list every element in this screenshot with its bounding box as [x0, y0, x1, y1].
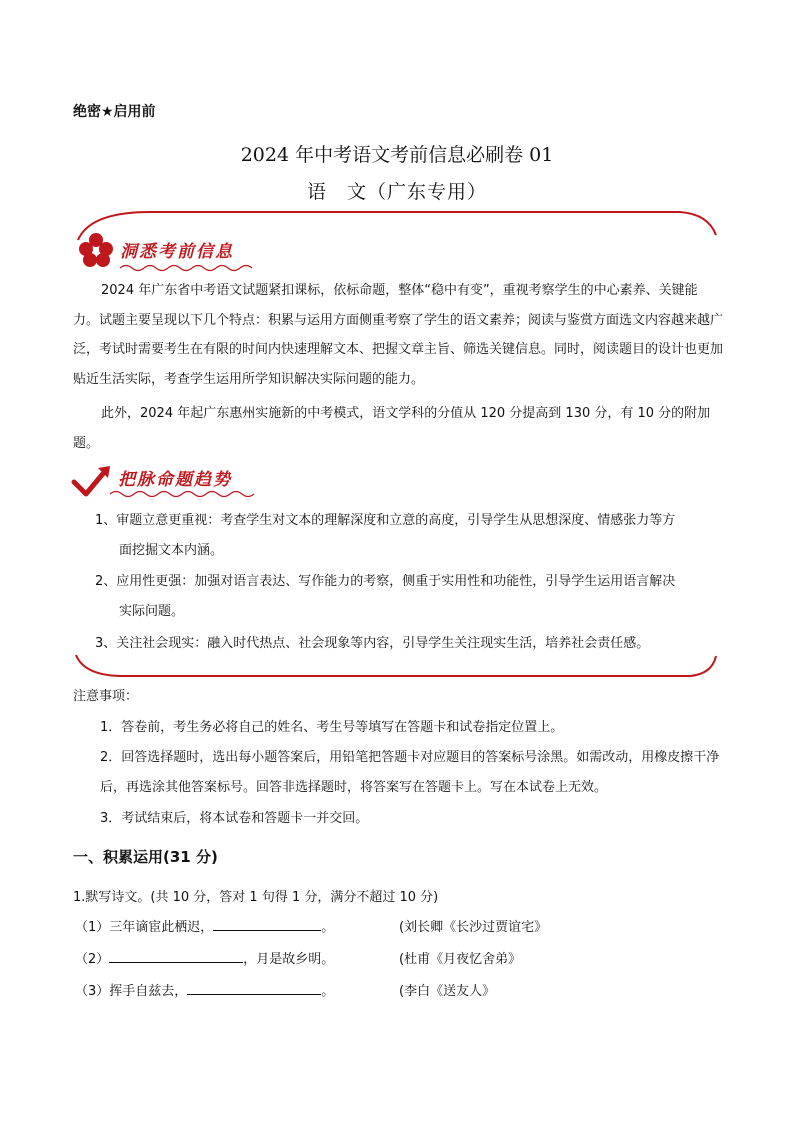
fill-row-3 — [75, 980, 725, 1006]
row-number: （3） — [75, 984, 110, 999]
row-text-after: ，月是故乡明。 — [243, 952, 335, 967]
trend-item-2 — [95, 567, 725, 626]
flower-icon — [78, 232, 114, 268]
notes-title: 注意事项： — [73, 689, 139, 704]
trend-item-2-line1: 2、应用性更强：加强对语言表达、写作能力的考察，侧重于实用性和功能性，引导学生运用语言解决 — [95, 574, 676, 589]
info-heading: 洞悉考前信息 — [120, 242, 234, 262]
row-number: （2） — [75, 952, 110, 967]
trend-item-1 — [95, 506, 725, 565]
trend-item-1-line2: 面挖掘文本内涵。 — [119, 542, 224, 558]
trend-item-1-line1: 1、审题立意更重视：考查学生对文本的理解深度和立意的高度，引导学生从思想深度、情感张力等方 — [95, 513, 676, 528]
confidential-label: 绝密★启用前 — [73, 104, 156, 120]
row-source: (刘长卿《长沙过贾谊宅》 — [399, 920, 548, 935]
fill-row-2 — [75, 948, 725, 974]
info-paragraph-2: 此外，2024 年起广东惠州实施新的中考模式，语文学科的分值从 120 分提高到 130 分，有 10 分的附加题。 — [73, 406, 711, 451]
question-1-prompt: 1.默写诗文。(共 10 分，答对 1 句得 1 分，满分不超过 10 分) — [73, 890, 439, 905]
note-item-3: 3．考试结束后，将本试卷和答题卡一并交回。 — [100, 811, 369, 826]
trend-item-2-line2: 实际问题。 — [119, 603, 185, 619]
note-item-1: 1．答卷前，考生务必将自己的姓名、考生号等填写在答题卡和试卷指定位置上。 — [100, 720, 564, 735]
row-text-after: 。 — [321, 984, 335, 999]
page-title: 2024 年中考语文考前信息必刷卷 01 — [240, 144, 554, 166]
trend-item-3-line1: 3、关注社会现实：融入时代热点、社会现象等内容，引导学生关注现实生活，培养社会责任感。 — [95, 636, 650, 651]
trend-heading: 把脉命题趋势 — [118, 470, 232, 490]
row-text-before: 三年谪宦此栖迟， — [109, 920, 214, 935]
fill-row-1 — [75, 916, 725, 942]
row-text-after: 。 — [321, 920, 335, 935]
page-subtitle: 语 文（广东专用） — [306, 181, 487, 203]
info-paragraph-1: 2024 年广东省中考语文试题紧扣课标，依标命题，整体“稳中有变”，重视考察学生的中心素养、关键能力。试题主要呈现以下几个特点：积累与运用方面侧重考察了学生的语文素养；阅读与鉴赏方面选文内容越来越广泛，考试时需要考生在有限的时间内快速理解文本、把握文章主旨、筛选关键信息。同时，阅读题目的设计也更加贴近生活实际，考查学生运用所学知识解决实际问题的能力。 — [73, 283, 724, 387]
row-source: (杜甫《月夜忆舍弟》 — [399, 952, 522, 967]
trend-item-3 — [95, 629, 725, 659]
row-number: （1） — [75, 920, 110, 935]
answer-blank[interactable] — [109, 950, 243, 963]
section-title: 一、积累运用(31 分) — [73, 848, 218, 866]
row-source: (李白《送友人》 — [399, 984, 496, 999]
answer-blank[interactable] — [213, 918, 321, 931]
note-item-2: 2．回答选择题时，选出每小题答案后，用铅笔把答题卡对应题目的答案标号涂黑。如需改动，用橡皮擦干净后，再选涂其他答案标号。回答非选择题时，将答案写在答题卡上。写在本试卷上无效。 — [100, 750, 720, 795]
answer-blank[interactable] — [187, 982, 321, 995]
arrow-check-icon — [70, 462, 114, 500]
row-text-before: 挥手自兹去， — [109, 984, 188, 999]
